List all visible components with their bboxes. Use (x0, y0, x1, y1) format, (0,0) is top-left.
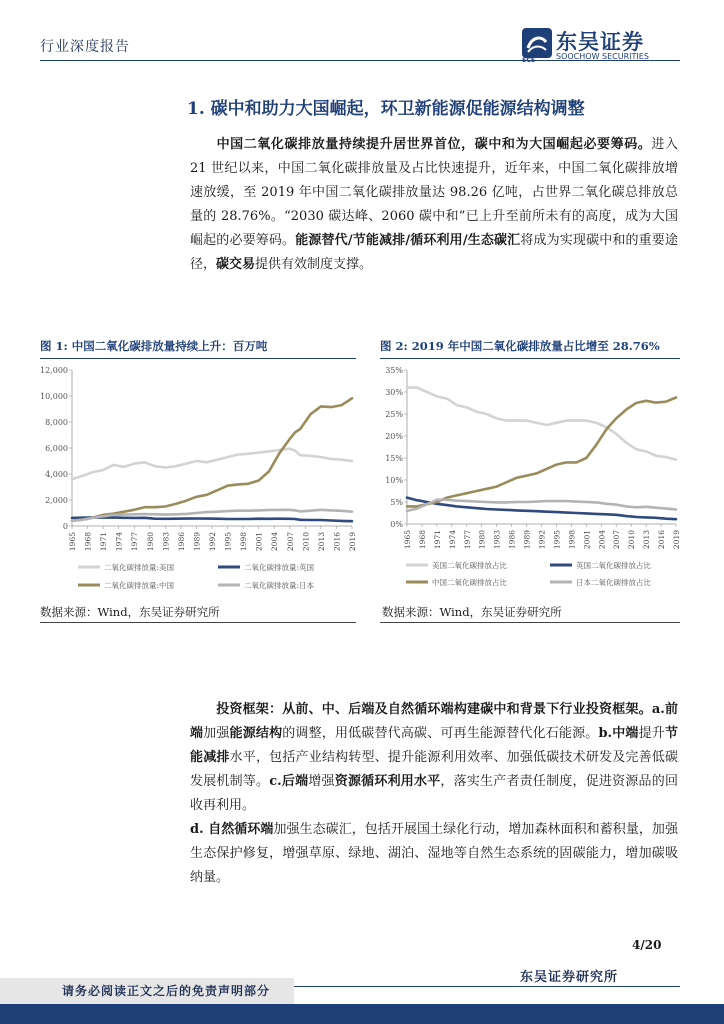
investment-framework-paragraph (190, 698, 678, 890)
framework-text: ，落实生产者责任制度，促进资源品的回收再利用。 (190, 774, 678, 813)
legend-label: 日本二氧化碳排放占比 (576, 578, 651, 587)
x-tick-label: 1992 (537, 530, 547, 550)
figure2-source: 数据来源：Wind，东吴证券研究所 (382, 605, 562, 619)
x-tick-label: 2004 (270, 532, 280, 552)
y-tick-label: 4,000 (45, 470, 68, 479)
y-tick-label: 30% (385, 388, 403, 397)
framework-text: 的调整，用低碳替代高碳、可再生能源替代化石能源。 (282, 726, 599, 741)
x-tick-label: 1980 (477, 530, 487, 550)
figure1-chart (40, 362, 356, 598)
x-tick-label: 2004 (597, 530, 607, 550)
footer-band (0, 1004, 724, 1024)
intro-paragraph (190, 133, 678, 277)
figure2-title: 图 2: 2019 年中国二氧化碳排放量占比增至 28.76% (380, 336, 680, 359)
emissions-line-chart (40, 362, 356, 598)
intro-body-2: 将成为实现碳中和的重要途径， (190, 233, 678, 272)
disclaimer-notice: 请务必阅读正文之后的免责声明部分 (0, 978, 294, 1004)
x-tick-label: 1986 (176, 532, 186, 552)
series-line (407, 388, 676, 460)
y-tick-label: 10% (385, 476, 403, 485)
framework-energy-structure: 能源结构 (229, 726, 283, 741)
x-tick-label: 1995 (223, 532, 233, 552)
footer-org: 东吴证券研究所 (520, 970, 619, 985)
y-tick-label: 0 (62, 522, 68, 531)
figure1-source: 数据来源：Wind，东吴证券研究所 (40, 605, 220, 619)
x-tick-label: 2001 (254, 532, 264, 552)
intro-paths: 能源替代/节能减排/循环利用/生态碳汇 (295, 233, 521, 248)
intro-body: 进入 21 世纪以来，中国二氧化碳排放量及占比快速提升，近年来，中国二氧化碳排放增速放缓，至 2019 年中国二氧化碳排放量达 98.26 亿吨，占世界二氧化碳总排放总量的 28.76%。“2030 碳达峰、2060 碳中和”已上升至前所未有的高度，成为大国崛起的必要筹码。 (190, 137, 678, 248)
framework-text: 水平，包括产业结构转型、提升能源利用效率、加强低碳技术研发及完善低碳发展机制等。 (190, 750, 678, 789)
x-tick-label: 2019 (348, 532, 357, 552)
x-tick-label: 1977 (130, 532, 140, 552)
legend-label: 中国二氧化碳排放占比 (432, 578, 507, 587)
x-tick-label: 1974 (114, 532, 124, 552)
x-tick-label: 2010 (301, 532, 311, 552)
y-tick-label: 0% (390, 520, 403, 529)
x-tick-label: 2019 (672, 530, 681, 550)
x-tick-label: 1986 (507, 530, 517, 550)
x-tick-label: 2007 (285, 532, 295, 552)
figure1-underline (40, 622, 356, 623)
page-number: 4/20 (632, 938, 662, 952)
x-tick-label: 1992 (208, 532, 217, 552)
framework-energy-saving: 节能减排 (190, 726, 678, 765)
legend-label: 英国二氧化碳排放占比 (576, 561, 651, 570)
x-tick-label: 1995 (552, 530, 562, 550)
y-tick-label: 25% (385, 410, 403, 419)
intro-carbon-trade: 碳交易 (216, 257, 256, 272)
logo-mark-icon (522, 28, 552, 58)
y-tick-label: 6,000 (45, 444, 68, 453)
y-tick-label: 35% (385, 366, 403, 375)
legend-label: 二氧化碳排放量:英国 (244, 563, 315, 572)
series-line (407, 398, 676, 507)
x-tick-label: 2016 (332, 532, 342, 552)
intro-lead: 中国二氧化碳排放量持续提升居世界首位，碳中和为大国崛起必要筹码。 (216, 137, 652, 152)
framework-midstream: b.中端 (598, 726, 639, 741)
y-tick-label: 20% (385, 432, 403, 441)
x-tick-label: 2013 (642, 530, 652, 550)
framework-downstream: c.后端 (269, 774, 309, 789)
x-tick-label: 1983 (492, 530, 502, 550)
framework-natural-cycle: d. 自然循环端 (190, 822, 274, 837)
x-tick-label: 2007 (612, 530, 622, 550)
x-tick-label: 1971 (432, 530, 442, 550)
x-tick-label: 2001 (582, 530, 592, 550)
report-type: 行业深度报告 (40, 39, 130, 55)
figure2-chart (380, 362, 680, 598)
framework-text: 加强生态碳汇，包括开展国土绿化行动，增加森林面积和蓄积量，加强生态保护修复，增强草原、绿地、湖泊、湿地等自然生态系统的固碳能力，增加碳吸纳量。 (190, 822, 678, 885)
y-tick-label: 15% (385, 454, 403, 463)
framework-text: 提升 (638, 726, 665, 741)
y-tick-label: 10,000 (40, 392, 68, 401)
logo-english-name: SOOCHOW SECURITIES (556, 52, 649, 61)
series-line (72, 449, 352, 480)
legend-label: 美国二氧化碳排放占比 (432, 561, 507, 570)
x-tick-label: 1971 (99, 532, 109, 552)
y-tick-label: 5% (390, 498, 403, 507)
x-tick-label: 1998 (567, 530, 577, 550)
x-tick-label: 1974 (447, 530, 457, 550)
x-tick-label: 1983 (161, 532, 171, 552)
company-logo (522, 28, 672, 64)
series-line (72, 517, 352, 521)
x-tick-label: 1989 (522, 530, 532, 550)
legend-label: 二氧化碳排放量:日本 (244, 581, 315, 590)
x-tick-label: 1968 (83, 532, 93, 552)
x-tick-label: 1989 (192, 532, 202, 552)
section-title: 1. 碳中和助力大国崛起，环卫新能源促能源结构调整 (187, 99, 585, 119)
framework-text: 加强 (203, 726, 230, 741)
x-tick-label: 2016 (657, 530, 667, 550)
figure1-title: 图 1: 中国二氧化碳排放量持续上升：百万吨 (40, 336, 356, 359)
x-tick-label: 1965 (68, 532, 77, 552)
y-tick-label: 8,000 (45, 418, 68, 427)
legend-label: 二氧化碳排放量:中国 (104, 581, 175, 590)
x-tick-label: 1998 (239, 532, 249, 552)
x-tick-label: 2010 (627, 530, 637, 550)
framework-lead: 投资框架：从前、中、后端及自然循环端构建碳中和背景下行业投资框架。a.前端 (190, 702, 678, 741)
series-line (72, 398, 352, 521)
logo-mark-text: SCS (522, 57, 536, 64)
x-tick-label: 1977 (462, 530, 472, 550)
y-tick-label: 2,000 (45, 496, 68, 505)
legend-label: 二氧化碳排放量:美国 (104, 563, 175, 572)
x-tick-label: 1965 (403, 530, 412, 550)
figure2-underline (380, 622, 680, 623)
share-line-chart (380, 362, 680, 598)
y-tick-label: 12,000 (40, 366, 68, 375)
x-tick-label: 1968 (417, 530, 427, 550)
framework-recycling: 资源循环利用水平 (334, 774, 441, 789)
x-tick-label: 2013 (316, 532, 326, 552)
logo-chinese-name: 东吴证券 (556, 30, 644, 54)
intro-body-3: 提供有效制度支撑。 (255, 257, 373, 272)
x-tick-label: 1980 (145, 532, 155, 552)
framework-text: 增强 (308, 774, 335, 789)
